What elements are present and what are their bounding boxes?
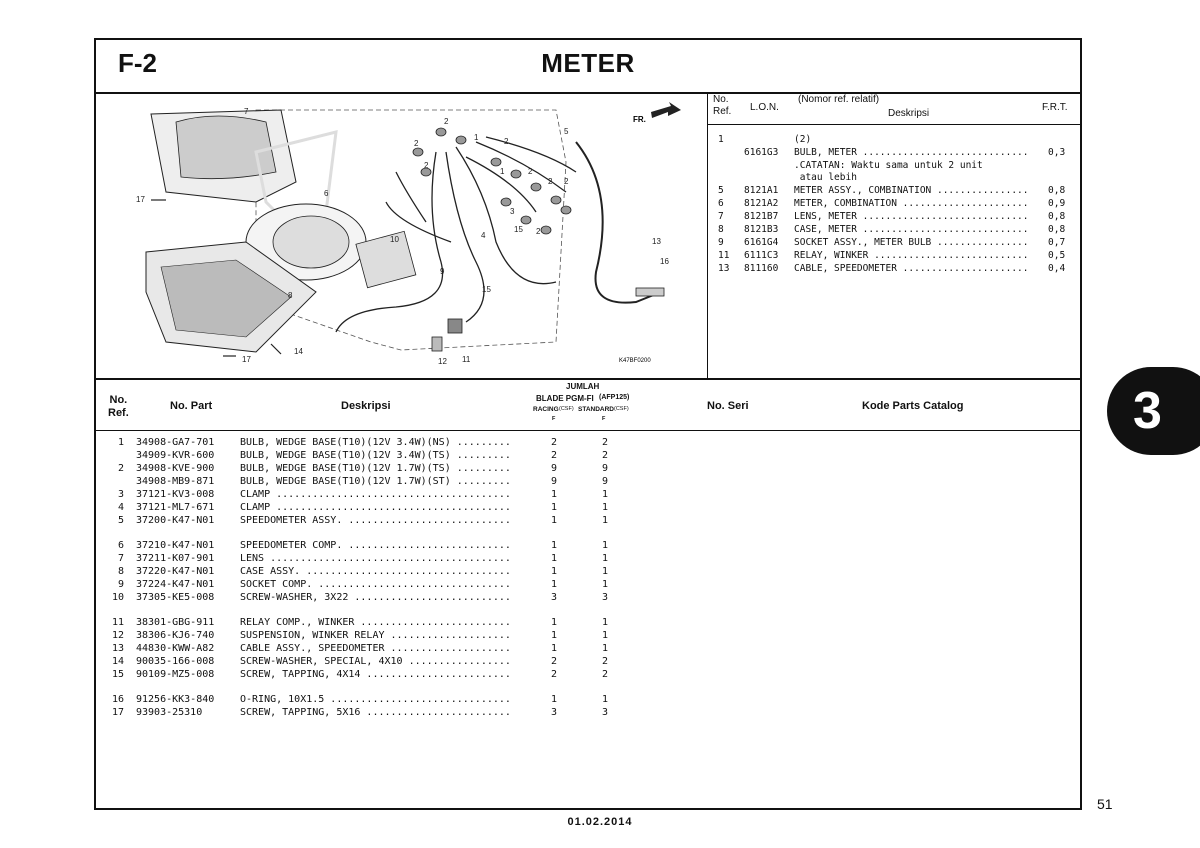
parts-row: 3 37121-KV3-008 CLAMP ....................................... 1 1	[117, 489, 609, 500]
callout: 2	[548, 177, 553, 186]
col-racing: RACING	[533, 406, 559, 413]
frt-row: 1 (2)	[718, 134, 812, 145]
frt-table	[708, 92, 1082, 380]
parts-row: 7 37211-K07-901 LENS ........................................ 1 1	[117, 553, 609, 564]
frt-row: 11 6111C3 RELAY, WINKER ........................... 0,5	[718, 250, 1066, 261]
col-deskripsi: Deskripsi	[888, 108, 930, 119]
callout: 3	[510, 207, 515, 216]
callout: 2	[444, 117, 449, 126]
section-tab-label: 3	[1133, 382, 1162, 440]
front-arrow-icon	[651, 102, 681, 118]
parts-row: 10 37305-KE5-008 SCREW-WASHER, 3X22 .......................... 3 3	[111, 592, 609, 603]
callout: 15	[514, 225, 523, 234]
exploded-diagram	[96, 92, 708, 380]
callout: 2	[424, 161, 429, 170]
col-racing-code: (CSF)	[559, 406, 574, 412]
callout: 2	[414, 139, 419, 148]
callout: 1	[474, 133, 479, 142]
col-standard-code: (CSF)	[614, 406, 629, 412]
fr-label: FR.	[633, 115, 646, 124]
callout: 17	[136, 195, 145, 204]
section-tab	[1107, 367, 1200, 455]
callout: 12	[438, 357, 447, 366]
callout: 17	[242, 355, 251, 364]
callout: 2	[536, 227, 541, 236]
callout: 7	[244, 107, 249, 116]
parts-row: 6 37210-K47-N01 SPEEDOMETER COMP. ........................... 1 1	[117, 540, 609, 551]
frt-row: 13 811160 CABLE, SPEEDOMETER ...................... 0,4	[718, 263, 1066, 274]
frt-row: 9 6161G4 SOCKET ASSY., METER BULB ................ 0,7	[718, 237, 1066, 248]
callout: 9	[440, 267, 445, 276]
col-no-ref: No. Ref.	[713, 94, 732, 117]
callout: 5	[564, 127, 569, 136]
parts-row: 5 37200-K47-N01 SPEEDOMETER ASSY. ........................... 1 1	[117, 515, 609, 526]
col-f2: F	[602, 416, 606, 422]
col-model: BLADE PGM-FI	[536, 394, 594, 403]
frt-row: 6 8121A2 METER, COMBINATION ...................... 0,9	[718, 198, 1066, 209]
parts-row: 2 34908-KVE-900 BULB, WEDGE BASE(T10)(12V 1.7W)(TS) ......... 9 9	[117, 463, 609, 474]
diagram-code: K47BF0200	[619, 358, 651, 364]
col-nomor: (Nomor ref. relatif)	[798, 94, 880, 105]
callout: 2	[564, 177, 569, 186]
frt-row: .CATATAN: Waktu sama untuk 2 unit	[794, 160, 983, 171]
footer-date: 01.02.2014	[567, 816, 633, 828]
callout: 1	[500, 167, 505, 176]
col-no-seri: No. Seri	[707, 400, 749, 412]
parts-row: 13 44830-KWW-A82 CABLE ASSY., SPEEDOMETER .................... 1 1	[111, 643, 609, 654]
callout: 2	[504, 137, 509, 146]
callout: 6	[324, 189, 329, 198]
parts-table-header	[96, 380, 1080, 431]
parts-row: 17 93903-25310 SCREW, TAPPING, 5X16 ........................ 3 3	[111, 707, 609, 718]
callout: 4	[481, 231, 486, 240]
col-no-part: No. Part	[170, 400, 213, 412]
callout: 13	[652, 237, 661, 246]
parts-row: 12 38306-KJ6-740 SUSPENSION, WINKER RELAY .................... 1 1	[111, 630, 609, 641]
parts-row: 14 90035-166-008 SCREW-WASHER, SPECIAL, 4X10 ................. 2 2	[111, 656, 609, 667]
callout: 2	[528, 167, 533, 176]
callout: 16	[660, 257, 669, 266]
page-number: 51	[1097, 796, 1113, 812]
parts-row: 8 37220-K47-N01 CASE ASSY. .................................. 1 1	[117, 566, 609, 577]
frt-table-header	[708, 92, 1082, 125]
title-row	[96, 40, 1080, 94]
frt-row: 8 8121B3 CASE, METER ............................. 0,8	[718, 224, 1066, 235]
col-frt: F.R.T.	[1042, 102, 1068, 113]
speedometer-cable	[576, 142, 661, 303]
col-model-code: (AFP125)	[599, 394, 630, 401]
section-id: F-2	[118, 48, 157, 78]
callout: 15	[482, 285, 491, 294]
frt-row: 7 8121B7 LENS, METER ............................. 0,8	[718, 211, 1066, 222]
callout: 8	[288, 291, 293, 300]
col-f1: F	[552, 416, 556, 422]
col-no-ref: No. Ref.	[108, 394, 129, 419]
page-frame	[94, 38, 1082, 810]
col-deskripsi: Deskripsi	[341, 400, 391, 412]
callout: 14	[294, 347, 303, 356]
page-title: METER	[541, 48, 635, 78]
col-lon: L.O.N.	[750, 102, 779, 113]
relay-part	[448, 319, 462, 333]
col-kode: Kode Parts Catalog	[862, 400, 964, 412]
parts-row: 34908-MB9-871 BULB, WEDGE BASE(T10)(12V 1.7W)(ST) ......... 9 9	[136, 476, 609, 487]
parts-row: 15 90109-MZ5-008 SCREW, TAPPING, 4X14 ........................ 2 2	[111, 669, 609, 680]
col-standard: STANDARD	[578, 406, 614, 413]
callout: 10	[390, 235, 399, 244]
parts-row: 4 37121-ML7-671 CLAMP ....................................... 1 1	[117, 502, 609, 513]
parts-row: 34909-KVR-600 BULB, WEDGE BASE(T10)(12V 3.4W)(TS) ......... 2 2	[136, 450, 609, 461]
frt-row: 5 8121A1 METER ASSY., COMBINATION ................ 0,8	[718, 185, 1066, 196]
parts-row: 16 91256-KK3-840 O-RING, 10X1.5 .............................. 1 1	[111, 694, 609, 705]
col-jumlah: JUMLAH	[566, 382, 600, 391]
frt-row: 6161G3 BULB, METER ............................. 0,3	[744, 147, 1066, 158]
frt-row: atau lebih	[794, 172, 857, 183]
callout: 11	[462, 355, 471, 364]
diagram-illustration	[96, 92, 706, 378]
parts-row: 1 34908-GA7-701 BULB, WEDGE BASE(T10)(12V 3.4W)(NS) ......... 2 2	[117, 437, 609, 448]
parts-row: 9 37224-K47-N01 SOCKET COMP. ................................ 1 1	[117, 579, 609, 590]
parts-row: 11 38301-GBG-911 RELAY COMP., WINKER ......................... 1 1	[111, 617, 609, 628]
